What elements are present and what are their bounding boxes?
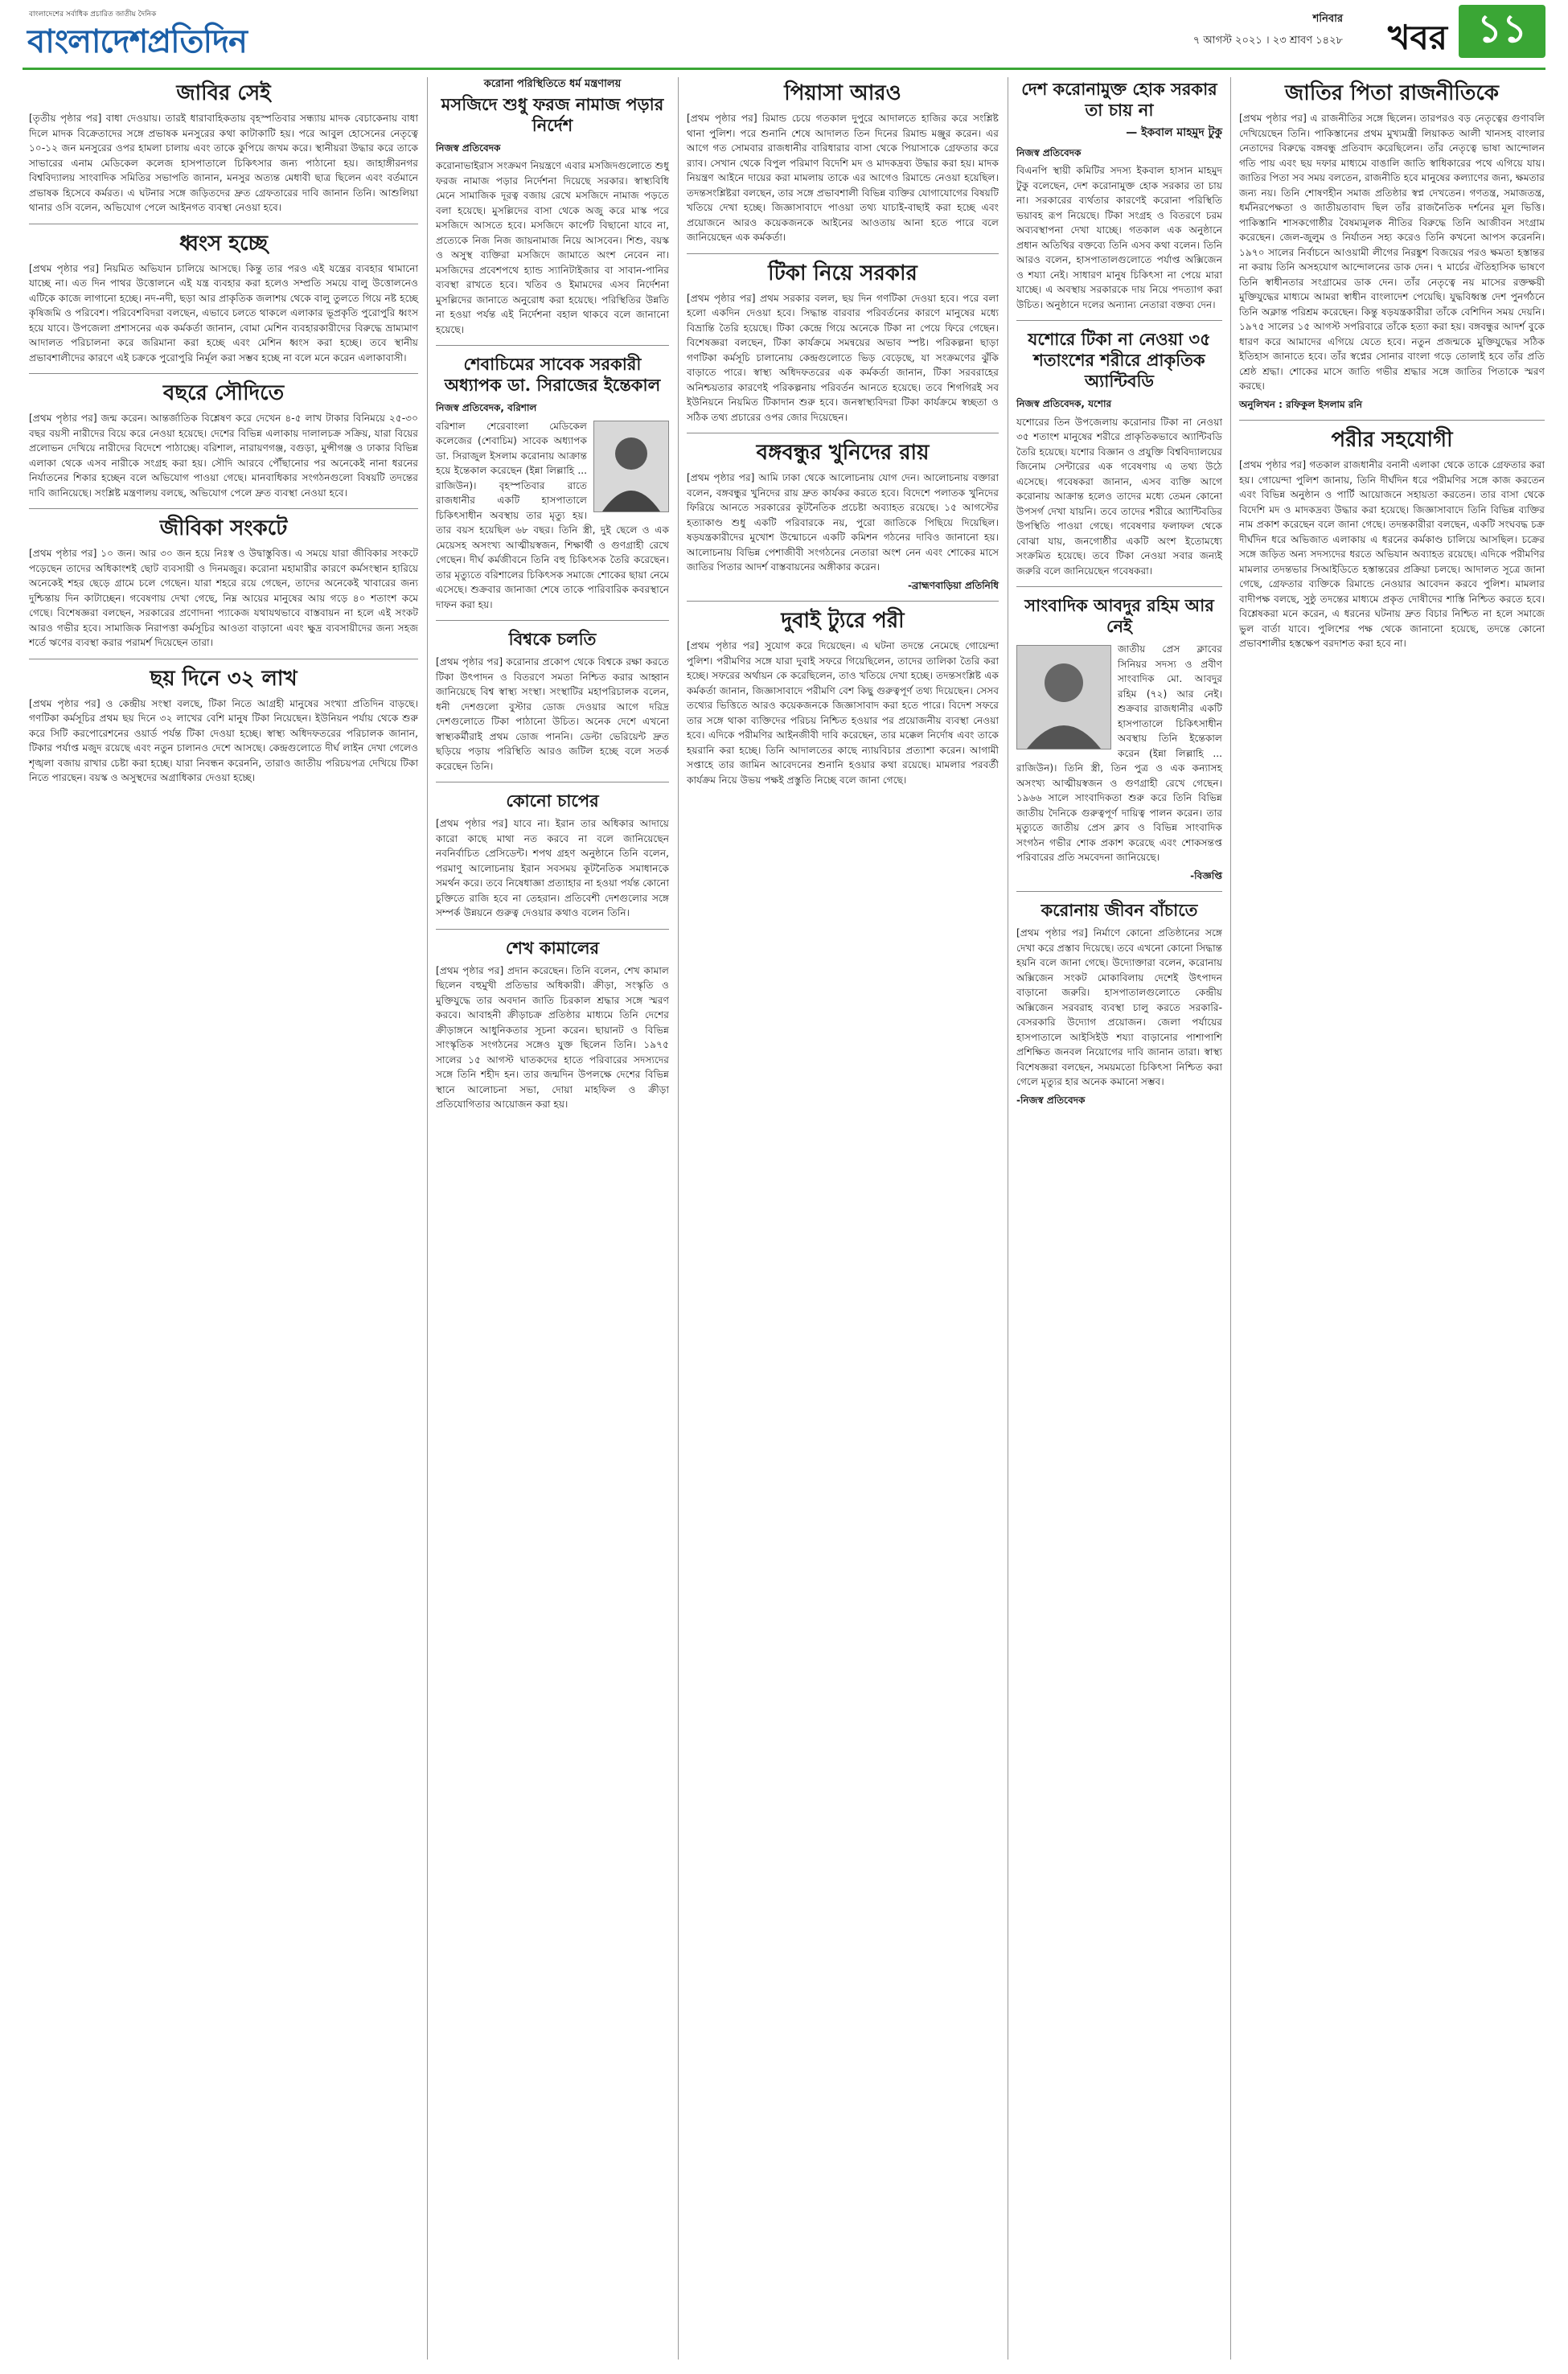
header-rule (23, 68, 1545, 70)
divider (436, 345, 669, 346)
headline[interactable]: জাবির সেই (176, 81, 271, 105)
divider (687, 601, 999, 602)
portrait-photo (593, 421, 669, 512)
headline[interactable]: বিশ্বকে চলতি (508, 629, 597, 649)
signature: -নিজস্ব প্রতিবেদক (1016, 1094, 1086, 1106)
signature: -ব্রাহ্মণবাড়িয়া প্রতিনিধি (907, 579, 999, 591)
byline: নিজস্ব প্রতিবেদক (1016, 146, 1082, 158)
headline[interactable]: করোনায় জীবন বাঁচাতে (1041, 900, 1198, 920)
story-body: [প্রথম পৃষ্ঠার পর] নির্মাণে কোনো প্রতিষ্ঠানের সঙ্গে দেখা করে প্রস্তাব দিয়েছে। তবে এখনো কোনো সিদ্ধান্ত হয়নি বলে জানা গেছে। উদ্যোক্তারা বলেন, করোনায় অক্সিজেন সংকট মোকাবিলায় দেশেই উৎপাদন বাড়ানো জরুরি। হাসপাতালগুলোতে কেন্দ্রীয় অক্সিজেন সরবরাহ ব্যবস্থা চালু করতে সরকারি-বেসরকারি উদ্যোগ প্রয়োজন। জেলা পর্যায়ের হাসপাতালে আইসিইউ শয্যা বাড়ানোর পাশাপাশি প্রশিক্ষিত জনবল নিয়োগের দাবি জানান তারা। স্বাস্থ্য বিশেষজ্ঞরা বলছেন, সময়মতো চিকিৎসা নিশ্চিত করা গেলে মৃত্যুর হার অনেক কমানো সম্ভব। (1016, 927, 1222, 1087)
story-body: [প্রথম পৃষ্ঠার পর] রিমান্ড চেয়ে গতকাল দুপুরে আদালতে হাজির করে সংশ্লিষ্ট থানা পুলিশ। পরে শুনানি শেষে আদালত তিন দিনের রিমান্ড মঞ্জুর করেন। এর আগে গত সোমবার রাজধানীর বারিধারার বাসা থেকে পিয়াসাকে গ্রেফতার করে র‌্যাব। সেখান থেকে বিপুল পরিমাণ বিদেশি মদ ও মাদকদ্রব্য উদ্ধার করা হয়। মাদক নিয়ন্ত্রণ আইনে দায়ের করা মামলায় তাকে এর আগেও রিমান্ডে নেওয়া হয়েছিল। তদন্তসংশ্লিষ্টরা বলছেন, তার সঙ্গে প্রভাবশালী বিভিন্ন ব্যক্তির যোগাযোগের বিষয়টি খতিয়ে দেখা হচ্ছে। জিজ্ঞাসাবাদে পাওয়া তথ্য যাচাই-বাছাই করা হচ্ছে এবং প্রয়োজনে আরও কয়েকজনকে আইনের আওতায় আনা হতে পারে বলে জানিয়েছেন এক কর্মকর্তা। (687, 113, 999, 243)
byline: নিজস্ব প্রতিবেদক, যশোর (1016, 398, 1112, 409)
day-label: শনিবার (1312, 13, 1343, 25)
story-tika (687, 261, 999, 425)
headline[interactable]: শেবাচিমের সাবেক সরকারী অধ্যাপক ডা. সিরাজের ইন্তেকাল (444, 354, 661, 395)
story-body: [প্রথম পৃষ্ঠার পর] প্রথম সরকার বলল, ছয় দিন গণটিকা দেওয়া হবে। পরে বলা হলো একদিন দেওয়া হবে। সিদ্ধান্ত বারবার পরিবর্তনের কারণে মানুষের মধ্যে বিভ্রান্তি তৈরি হয়েছে। টিকা কেন্দ্রে গিয়ে অনেকে টিকা না পেয়ে ফিরে গেছেন। বিশেষজ্ঞরা বলছেন, টিকা কার্যক্রমে সমন্বয়ের অভাব স্পষ্ট। পরিকল্পনা ছাড়া গণটিকা কর্মসূচি চালানোয় কেন্দ্রগুলোতে ভিড় বেড়েছে, যা সংক্রমণের ঝুঁকি বাড়াতে পারে। স্বাস্থ্য অধিদফতরের এক কর্মকর্তা জানান, টিকা সরবরাহের অনিশ্চয়তার কারণেই পরিকল্পনায় পরিবর্তন আনতে হয়েছে। তবে শিগগিরই সব ইউনিয়নে নিয়মিত টিকাদান শুরু হবে। জনস্বাস্থ্যবিদরা টিকা কার্যক্রমে স্বচ্ছতা ও সঠিক তথ্য প্রচারের ওপর জোর দিয়েছেন। (687, 292, 999, 423)
story-oxygen (1016, 900, 1222, 1107)
headline[interactable]: ধ্বংস হচ্ছে (179, 231, 269, 256)
story-body: [প্রথম পৃষ্ঠার পর] ও কেন্দ্রীয় সংস্থা বলছে, টিকা নিতে আগ্রহী মানুষের সংখ্যা প্রতিদিন বাড়ছে। গণটিকা কর্মসূচির প্রথম ছয় দিনে ৩২ লাখের বেশি মানুষ টিকা নিয়েছেন। ইউনিয়ন পর্যায় থেকে শুরু করে সিটি করপোরেশনের ওয়ার্ড পর্যন্ত টিকা দেওয়া হচ্ছে। স্বাস্থ্য অধিদফতরের পরিচালক জানান, টিকার পর্যাপ্ত মজুদ রয়েছে এবং নতুন চালানও দেশে আসছে। কেন্দ্রগুলোতে দীর্ঘ লাইন দেখা গেলেও শৃঙ্খলা বজায় রাখার চেষ্টা করা হচ্ছে। যারা নিবন্ধন করেননি, তারাও জাতীয় পরিচয়পত্র দেখিয়ে টিকা নিতে পারছেন। বয়স্ক ও অসুস্থদের অগ্রাধিকার দেওয়া হচ্ছে। (29, 697, 418, 783)
headline[interactable]: পরীর সহযোগী (1331, 428, 1453, 452)
story-body: যশোরের তিন উপজেলায় করোনার টিকা না নেওয়া ৩৫ শতাংশ মানুষের শরীরে প্রাকৃতিকভাবে অ্যান্টিবডি তৈরি হয়েছে। যশোর বিজ্ঞান ও প্রযুক্তি বিশ্ববিদ্যালয়ের জিনোম সেন্টারের এক গবেষণায় এ তথ্য উঠে এসেছে। গবেষকরা জানান, এসব ব্যক্তি আগে করোনায় আক্রান্ত হলেও তাদের মধ্যে তেমন কোনো উপসর্গ দেখা যায়নি। তবে তাদের শরীরে অ্যান্টিবডির উপস্থিতি পাওয়া গেছে। গবেষণার ফলাফল থেকে বোঝা যায়, জনগোষ্ঠীর একটি অংশ ইতোমধ্যে সংক্রমিত হয়েছে। তবে টিকা নেওয়া সবার জন্যই জরুরি বলে জানিয়েছেন গবেষকরা। (1016, 416, 1222, 577)
divider (1016, 891, 1222, 892)
person-silhouette-icon (594, 421, 668, 511)
divider (29, 373, 418, 374)
story-body: [প্রথম পৃষ্ঠার পর] প্রদান করেছেন। তিনি বলেন, শেখ কামাল ছিলেন বহুমুখী প্রতিভার অধিকারী। ক্রীড়া, সংস্কৃতি ও মুক্তিযুদ্ধে তার অবদান জাতি চিরকাল শ্রদ্ধার সঙ্গে স্মরণ করবে। আবাহনী ক্রীড়াচক্র প্রতিষ্ঠার মাধ্যমে তিনি দেশের ক্রীড়াঙ্গনে আধুনিকতার সূচনা করেন। ছায়ানট ও বিভিন্ন সাংস্কৃতিক সংগঠনের সঙ্গেও যুক্ত ছিলেন তিনি। ১৯৭৫ সালের ১৫ আগস্ট ঘাতকদের হাতে পরিবারের সদস্যদের সঙ্গে তিনি শহীদ হন। তার জন্মদিন উপলক্ষে দেশের বিভিন্ন স্থানে আলোচনা সভা, দোয়া মাহফিল ও ক্রীড়া প্রতিযোগিতার আয়োজন করা হয়। (436, 964, 669, 1110)
story-jessore-antibody (1016, 329, 1222, 578)
newspaper-logo[interactable] (27, 16, 247, 70)
story-body: [প্রথম পৃষ্ঠার পর] ১০ জন। আর ৩০ জন হয়ে নিঃস্ব ও উদ্বাস্তুবিত্ত। এ সময়ে যারা জীবিকার সংকটে পড়েছেন তাদের অধিকাংশই ছোট ব্যবসায়ী ও দিনমজুর। করোনা মহামারীর কারণে কর্মসংস্থান হারিয়ে অনেকেই শহর ছেড়ে গ্রামে চলে গেছেন। যারা শহরে রয়ে গেছেন, তাদের অনেকেই খাবারের জন্য দুশ্চিন্তায় দিন কাটাচ্ছেন। গবেষণায় দেখা গেছে, নিম্ন আয়ের মানুষের আয় গড়ে ৪০ শতাংশ কমে গেছে। বিশেষজ্ঞরা বলছেন, সরকারের প্রণোদনা প্যাকেজ যথাযথভাবে বাস্তবায়ন না হলে এই সংকট আরও গভীর হবে। সামাজিক নিরাপত্তা কর্মসূচির আওতা বাড়ানো এবং ক্ষুদ্র ব্যবসায়ীদের জন্য সহজ শর্তে ঋণের ব্যবস্থা করার পরামর্শ দিয়েছেন তারা। (29, 548, 418, 648)
headline[interactable]: জীবিকা সংকটে (159, 516, 288, 540)
kicker: করোনা পরিস্থিতিতে ধর্ম মন্ত্রণালয় (483, 78, 622, 90)
byline: নিজস্ব প্রতিবেদক, বরিশাল (436, 402, 537, 413)
headline[interactable]: পিয়াসা আরও (784, 81, 901, 105)
page-number: ১১ (1459, 5, 1545, 58)
date-label: ৭ আগস্ট ২০২১ । ২৩ শ্রাবণ ১৪২৮ (1192, 35, 1343, 47)
column-divider (427, 77, 428, 2360)
story-chaper (436, 791, 669, 921)
story-father-of-nation (1239, 80, 1545, 412)
headline[interactable]: বঙ্গবন্ধুর খুনিদের রায় (756, 441, 930, 465)
divider (687, 253, 999, 254)
column-5 (1239, 77, 1545, 659)
divider (1016, 586, 1222, 587)
headline[interactable]: বছরে সৌদিতে (162, 381, 285, 405)
section-title: খবর (1387, 18, 1447, 57)
story-body: [প্রথম পৃষ্ঠার পর] জন্ম করেন। আন্তর্জাতিক বিশ্লেষণ করে দেখেন ৪-৫ লাখ টাকার বিনিময়ে ২৫-৩০ বছর বয়সী নারীদের বিয়ে করে নেওয়া হয়েছে। দেশের বিভিন্ন এলাকায় দালালচক্র সক্রিয়, যারা বিয়ের প্রলোভন দেখিয়ে নারীদের বিদেশে পাঠাচ্ছে। বরিশাল, নারায়ণগঞ্জ, বগুড়া, মুন্সীগঞ্জ ও ঢাকার বিভিন্ন এলাকা থেকে এসব নারীকে সংগ্রহ করা হয়। সৌদি আরবে পৌঁছানোর পর অনেকেই নানা ধরনের নির্যাতনের শিকার হচ্ছেন বলে অভিযোগ পাওয়া গেছে। মানবাধিকার সংগঠনগুলো বিষয়টি তদন্তের দাবি জানিয়েছে। সংশ্লিষ্ট মন্ত্রণালয় বলছে, অভিযোগ পেলে দ্রুত ব্যবস্থা নেওয়া হবে। (29, 413, 418, 499)
story-body: [প্রথম পৃষ্ঠার পর] নিয়মিত অভিযান চালিয়ে আসছে। কিন্তু তার পরও এই যন্ত্রের ব্যবহার থামানো যাচ্ছে না। এত দিন পাথর উত্তোলনে এই যন্ত্র ব্যবহার করা হলেও সম্প্রতি সময়ে বালু উত্তোলনেও এটিকে কাজে লাগানো হচ্ছে। নদ-নদী, ছড়া আর প্রাকৃতিক জলাশয় থেকে বালু তুলতে গিয়ে নষ্ট হচ্ছে কৃষিজমি ও পরিবেশ। পরিবেশবিদরা বলছেন, এভাবে চলতে থাকলে এলাকার ভূপ্রকৃতি পুরোপুরি ধ্বংস হয়ে যাবে। উপজেলা প্রশাসনের এক কর্মকর্তা জানান, বোমা মেশিন ব্যবহারকারীদের বিরুদ্ধে ভ্রাম্যমাণ আদালত পরিচালনা করে জরিমানা করা হচ্ছে এবং মেশিন ধ্বংস করা হচ্ছে। তবে স্থানীয় প্রভাবশালীদের কারণে এই চক্রকে পুরোপুরি নির্মূল করা সম্ভব হচ্ছে না বলে মনে করেন এলাকাবাসী। (29, 262, 418, 363)
story-dubai (687, 608, 999, 787)
headline[interactable]: দুবাই ট্যুরে পরী (781, 609, 905, 633)
story-mosque (436, 77, 669, 337)
story-abdur-rahim (1016, 595, 1222, 883)
column-3 (687, 77, 999, 795)
headline[interactable]: টিকা নিয়ে সরকার (768, 261, 917, 285)
headline[interactable]: সাংবাদিক আবদুর রহিম আর নেই (1024, 595, 1214, 636)
tagline: বাংলাদেশের সর্বাধিক প্রচারিত জাতীয় দৈনিক (29, 10, 157, 18)
story-body: [প্রথম পৃষ্ঠার পর] সুযোগ করে দিয়েছেন। এ ঘটনা তদন্তে নেমেছে গোয়েন্দা পুলিশ। পরীমণির সঙ্গে যারা দুবাই সফরে গিয়েছিলেন, তাদের তালিকা তৈরি করা হচ্ছে। সফরের অর্থায়ন কে করেছিলেন, তাও খতিয়ে দেখা হচ্ছে। তদন্তসংশ্লিষ্ট এক কর্মকর্তা জানান, জিজ্ঞাসাবাদে পরীমণি বেশ কিছু গুরুত্বপূর্ণ তথ্য দিয়েছেন। সেসব তথ্যের ভিত্তিতে আরও কয়েকজনকে জিজ্ঞাসাবাদ করা হতে পারে। বিদেশ সফরে তার সঙ্গে থাকা ব্যক্তিদের পরিচয় নিশ্চিত হওয়ার পর প্রয়োজনীয় ব্যবস্থা নেওয়া হবে। এদিকে পরীমণির আইনজীবী দাবি করেছেন, তার মক্কেল নির্দোষ এবং তাকে হয়রানি করা হচ্ছে। তিনি আদালতের কাছে ন্যায়বিচার প্রত্যাশা করেন। আগামী সপ্তাহে তার জামিন আবেদনের শুনানি হওয়ার কথা রয়েছে। মামলার পরবর্তী কার্যক্রম নিয়ে উভয় পক্ষই প্রস্তুতি নিচ্ছে বলে জানা গেছে। (687, 640, 999, 786)
headline[interactable]: যশোরে টিকা না নেওয়া ৩৫ শতাংশের শরীরে প্রাকৃতিক অ্যান্টিবডি (1028, 329, 1211, 391)
story-shebachim (436, 354, 669, 612)
column-1 (29, 77, 418, 794)
column-2 (436, 77, 669, 1120)
divider (436, 620, 669, 621)
date-block (1193, 11, 1343, 50)
logo-accent: প্রতিদিন (147, 23, 247, 60)
story-jabi (29, 80, 418, 216)
signature: -বিজ্ঞপ্তি (1190, 869, 1222, 881)
story-body: [প্রথম পৃষ্ঠার পর] আমি ঢাকা থেকে আলোচনায় যোগ দেন। আলোচনায় বক্তারা বলেন, বঙ্গবন্ধুর খুনিদের রায় দ্রুত কার্যকর করতে হবে। বিদেশে পলাতক খুনিদের ফিরিয়ে আনতে সরকারের কূটনৈতিক প্রচেষ্টা অব্যাহত রয়েছে। ১৫ আগস্টের হত্যাকাণ্ড শুধু একটি পরিবারকে নয়, পুরো জাতিকে পিছিয়ে দিয়েছিল। ষড়যন্ত্রকারীদের মুখোশ উন্মোচনে একটি কমিশন গঠনের দাবিও জানানো হয়। আলোচনায় বিভিন্ন পেশাজীবী সংগঠনের নেতারা অংশ নেন এবং শোকের মাসে জাতির পিতার আদর্শ বাস্তবায়নের অঙ্গীকার করেন। (687, 472, 999, 573)
column-divider (1230, 77, 1231, 2360)
headline[interactable]: কোনো চাপের (506, 791, 599, 811)
headline[interactable]: দেশ করোনামুক্ত হোক সরকার তা চায় না (1021, 79, 1217, 120)
byline: নিজস্ব প্রতিবেদক (436, 142, 501, 154)
headline[interactable]: জাতির পিতা রাজনীতিকে (1285, 81, 1499, 105)
masthead (0, 0, 1568, 66)
person-silhouette-icon (1017, 646, 1110, 749)
headline[interactable]: ছয় দিনে ৩২ লাখ (150, 666, 298, 691)
column-4 (1016, 77, 1222, 1115)
story-body: করোনাভাইরাস সংক্রমণ নিয়ন্ত্রণে এবার মসজিদগুলোতে শুধু ফরজ নামাজ পড়ার নির্দেশনা দিয়েছে সরকার। স্বাস্থ্যবিধি মেনে সামাজিক দূরত্ব বজায় রেখে মসজিদে নামাজ পড়তে বলা হয়েছে। মুসল্লিদের বাসা থেকে অজু করে মাস্ক পরে মসজিদে আসতে হবে। মসজিদে কার্পেট বিছানো যাবে না, প্রত্যেকে নিজ নিজ জায়নামাজ নিয়ে আসবেন। শিশু, বয়স্ক ও অসুস্থ ব্যক্তিরা মসজিদে জামাতে অংশ নেবেন না। মসজিদের প্রবেশপথে হ্যান্ড স্যানিটাইজার বা সাবান-পানির ব্যবস্থা রাখতে হবে। খতিব ও ইমামদের এসব নির্দেশনা মুসল্লিদের জানাতে অনুরোধ করা হয়েছে। পরিস্থিতির উন্নতি না হওয়া পর্যন্ত এই নির্দেশনা বহাল থাকবে বলে জানানো হয়েছে। (436, 160, 669, 335)
story-body: [প্রথম পৃষ্ঠার পর] যাবে না। ইরান তার অধিকার আদায়ে কারো কাছে মাথা নত করবে না বলে জানিয়েছেন নবনির্বাচিত প্রেসিডেন্ট। শপথ গ্রহণ অনুষ্ঠানে তিনি বলেন, পরমাণু আলোচনায় ইরান সবসময় কূটনৈতিক সমাধানকে সমর্থন করে। তবে নিষেধাজ্ঞা প্রত্যাহার না হওয়া পর্যন্ত কোনো চুক্তিতে রাজি হবে না তেহরান। প্রতিবেশী দেশগুলোর সঙ্গে সম্পর্ক উন্নয়নে গুরুত্ব দেওয়ার কথাও বলেন তিনি। (436, 818, 669, 918)
story-bangabandhu-verdict (687, 440, 999, 593)
story-tuku (1016, 79, 1222, 312)
story-body: বিএনপি স্থায়ী কমিটির সদস্য ইকবাল হাসান মাহমুদ টুকু বলেছেন, দেশ করোনামুক্ত হোক সরকার তা চায় না। সরকারের ব্যর্থতার কারণেই করোনা পরিস্থিতি ভয়াবহ রূপ নিয়েছে। টিকা সংগ্রহ ও বিতরণে চরম অব্যবস্থাপনা দেখা যাচ্ছে। গতকাল এক অনুষ্ঠানে প্রধান অতিথির বক্তব্যে তিনি এসব কথা বলেন। তিনি আরও বলেন, হাসপাতালগুলোতে পর্যাপ্ত অক্সিজেন ও শয্যা নেই। সাধারণ মানুষ চিকিৎসা না পেয়ে মারা যাচ্ছে। এ অবস্থায় সরকারকে দায় নিয়ে পদত্যাগ করা উচিত। অনুষ্ঠানে দলের অন্যান্য নেতারা বক্তব্য দেন। (1016, 165, 1222, 310)
quote-attribution: — ইকবাল মাহমুদ টুকু (1126, 126, 1222, 139)
story-pori-accomplice (1239, 427, 1545, 651)
story-body: বরিশাল শেরেবাংলা মেডিকেল কলেজের (শেবাচিম) সাবেক অধ্যাপক ডা. সিরাজুল ইসলাম করোনায় আক্রান্ত হয়ে ইন্তেকাল করেছেন (ইন্না লিল্লাহি ... রাজিউন)। বৃহস্পতিবার রাতে রাজধানীর একটি হাসপাতালে চিকিৎসাধীন অবস্থায় তার মৃত্যু হয়। তার বয়স হয়েছিল ৬৮ বছর। তিনি স্ত্রী, দুই ছেলে ও এক মেয়েসহ অসংখ্য আত্মীয়স্বজন, শিক্ষার্থী ও গুণগ্রাহী রেখে গেছেন। দীর্ঘ কর্মজীবনে তিনি বহু চিকিৎসক তৈরি করেছেন। তার মৃত্যুতে বরিশালের চিকিৎসক সমাজে শোকের ছায়া নেমে এসেছে। শুক্রবার জানাজা শেষে তাকে পারিবারিক কবরস্থানে দাফন করা হয়। (436, 420, 669, 610)
divider (1239, 420, 1545, 421)
headline[interactable]: শেখ কামালের (505, 937, 600, 958)
story-body: [তৃতীয় পৃষ্ঠার পর] বাধা দেওয়ায়। তারই ধারাবাহিকতায় বৃহস্পতিবার সন্ধ্যায় মাদক বেচাকেনায় বাধা দিলে মাদক বিক্রেতাদের সঙ্গে প্রভাষক মনসুরের কথা কাটাকাটি হয়। পরে আবুল হোসেনের নেতৃত্বে ১০-১২ জন মনসুরের ওপর হামলা চালায় এবং তাকে কুপিয়ে জখম করে। স্থানীয়রা উদ্ধার করে তাকে সাভারের এনাম মেডিকেল কলেজ হাসপাতালে চিকিৎসার জন্য পাঠানো হয়। জাহাঙ্গীরনগর বিশ্ববিদ্যালয় সাংবাদিক সমিতির সভাপতি জানান, মনসুর অত্যন্ত মেধাবী ছাত্র ছিলেন এবং বর্তমানে প্রভাষক হিসেবে কর্মরত। এ ঘটনার সঙ্গে জড়িতদের দ্রুত গ্রেফতারের দাবি জানান তিনি। আশুলিয়া থানার ওসি বলেন, অভিযোগ পেলে আইনগত ব্যবস্থা নেওয়া হবে। (29, 113, 418, 213)
story-body: [প্রথম পৃষ্ঠার পর] করোনার প্রকোপ থেকে বিশ্বকে রক্ষা করতে টিকা উৎপাদন ও বিতরণে সমতা নিশ্চিত করার আহ্বান জানিয়েছে বিশ্ব স্বাস্থ্য সংস্থা। সংস্থাটির মহাপরিচালক বলেন, ধনী দেশগুলো বুস্টার ডোজ দেওয়ার আগে দরিদ্র দেশগুলোতে টিকা পাঠানো উচিত। অনেক দেশে এখনো স্বাস্থ্যকর্মীরাই প্রথম ডোজ পাননি। ডেল্টা ভেরিয়েন্ট দ্রুত ছড়িয়ে পড়ায় পরিস্থিতি আরও জটিল হচ্ছে বলে সতর্ক করেছেন তিনি। (436, 656, 669, 772)
story-dhongsho (29, 231, 418, 366)
story-choy-dine (29, 666, 418, 786)
divider (436, 929, 669, 930)
story-body: জাতীয় প্রেস ক্লাবের সিনিয়র সদস্য ও প্রবীণ সাংবাদিক মো. আবদুর রহিম (৭২) আর নেই। শুক্রবার রাজধানীর একটি হাসপাতালে চিকিৎসাধীন অবস্থায় তিনি ইন্তেকাল করেন (ইন্না লিল্লাহি ... রাজিউন)। তিনি স্ত্রী, তিন পুত্র ও এক কন্যাসহ অসংখ্য আত্মীয়স্বজন ও গুণগ্রাহী রেখে গেছেন। ১৯৬৬ সালে সাংবাদিকতা শুরু করে তিনি বিভিন্ন জাতীয় দৈনিকে গুরুত্বপূর্ণ দায়িত্ব পালন করেন। তার মৃত্যুতে জাতীয় প্রেস ক্লাব ও বিভিন্ন সাংবাদিক সংগঠন গভীর শোক প্রকাশ করেছে এবং শোকসন্তপ্ত পরিবারের প্রতি সমবেদনা জানিয়েছে। (1016, 643, 1222, 863)
column-divider (678, 77, 679, 2360)
logo-main: বাংলাদেশ (27, 23, 148, 60)
portrait-photo (1016, 645, 1111, 750)
story-sheikh-kamal (436, 938, 669, 1112)
signature: অনুলিখন : রফিকুল ইসলাম রনি (1239, 398, 1363, 410)
divider (1016, 320, 1222, 321)
story-bishwa (436, 629, 669, 774)
divider (29, 508, 418, 509)
headline[interactable]: মসজিদে শুধু ফরজ নামাজ পড়ার নির্দেশ (441, 93, 664, 135)
story-saudi (29, 380, 418, 500)
story-body: [প্রথম পৃষ্ঠার পর] এ রাজনীতির সঙ্গে ছিলেন। তারপরও বড় নেতৃত্বের গুণাবলি দেখিয়েছেন তিনি। পাকিস্তানের প্রথম মুখ্যমন্ত্রী লিয়াকত আলী খানসহ বাংলার নেতাদের বিরুদ্ধে বঙ্গবন্ধু প্রতিবাদ করেছিলেন। তাঁর নেতৃত্বে ভাষা আন্দোলন গতি পায় এবং ছয় দফার মাধ্যমে বাঙালি জাতি স্বাধিকারের পথে এগিয়ে যায়। জাতির পিতা সব সময় বলতেন, রাজনীতি হবে মানুষের কল্যাণের জন্য, ক্ষমতার জন্য নয়। তিনি শোষণহীন সমাজ প্রতিষ্ঠার স্বপ্ন দেখতেন। গণতন্ত্র, সমাজতন্ত্র, ধর্মনিরপেক্ষতা ও জাতীয়তাবাদ ছিল তাঁর রাজনৈতিক দর্শনের মূল ভিত্তি। পাকিস্তানি শাসকগোষ্ঠীর বৈষম্যমূলক নীতির বিরুদ্ধে তিনি আজীবন সংগ্রাম করেছেন। জেল-জুলুম ও নির্যাতন সহ্য করেও তিনি কখনো আপস করেননি। ১৯৭০ সালের নির্বাচনে আওয়ামী লীগের নিরঙ্কুশ বিজয়ের পরও ক্ষমতা হস্তান্তর না করায় তিনি অসহযোগ আন্দোলনের ডাক দেন। ৭ মার্চের ঐতিহাসিক ভাষণে তিনি স্বাধীনতার সংগ্রামের ডাক দেন। তাঁর নেতৃত্বে নয় মাসের রক্তক্ষয়ী মুক্তিযুদ্ধের মাধ্যমে আমরা স্বাধীন বাংলাদেশ পেয়েছি। যুদ্ধবিধ্বস্ত দেশ পুনর্গঠনে তিনি অক্লান্ত পরিশ্রম করেছেন। কিন্তু ষড়যন্ত্রকারীরা তাঁকে বেশিদিন সময় দেয়নি। ১৯৭৫ সালের ১৫ আগস্ট সপরিবারে তাঁকে হত্যা করা হয়। বঙ্গবন্ধুর আদর্শ বুকে ধারণ করে আমাদের এগিয়ে যেতে হবে। নতুন প্রজন্মকে মুক্তিযুদ্ধের সঠিক ইতিহাস জানাতে হবে। তাঁর স্বপ্নের সোনার বাংলা গড়ে তোলাই হবে তাঁর প্রতি শ্রেষ্ঠ শ্রদ্ধা। শোকের মাসে জাতি গভীর শ্রদ্ধার সঙ্গে জাতির পিতাকে স্মরণ করছে। (1239, 113, 1545, 392)
story-piasa (687, 80, 999, 245)
story-jibika (29, 515, 418, 651)
story-body: [প্রথম পৃষ্ঠার পর] গতকাল রাজধানীর বনানী এলাকা থেকে তাকে গ্রেফতার করা হয়। গোয়েন্দা পুলিশ জানায়, তিনি দীর্ঘদিন ধরে পরীমণির সঙ্গে কাজ করতেন এবং বিভিন্ন অনুষ্ঠান ও পার্টি আয়োজনে সহায়তা করতেন। তার বাসা থেকে বিদেশি মদ ও মাদকদ্রব্য উদ্ধার করা হয়েছে। জিজ্ঞাসাবাদে তিনি বিভিন্ন ব্যক্তির নাম প্রকাশ করেছেন বলে জানা গেছে। তদন্তকারীরা বলছেন, একটি সংঘবদ্ধ চক্র দীর্ঘদিন ধরে অভিজাত এলাকায় এ ধরনের কর্মকাণ্ড চালিয়ে আসছিল। চক্রের সঙ্গে জড়িত অন্য সদস্যদের ধরতে অভিযান অব্যাহত রয়েছে। এদিকে পরীমণির মামলার তদন্তভার সিআইডিতে হস্তান্তরের প্রক্রিয়া চলছে। আদালত সূত্রে জানা গেছে, গ্রেফতার ব্যক্তিকে রিমান্ডে নেওয়ার আবেদন করবে পুলিশ। মামলার বাদীপক্ষ বলছে, সুষ্ঠু তদন্তের মাধ্যমে প্রকৃত দোষীদের শাস্তি নিশ্চিত করতে হবে। বিশ্লেষকরা মনে করেন, এ ধরনের ঘটনায় দ্রুত বিচার নিশ্চিত না হলে সমাজে ভুল বার্তা যাবে। পুলিশের পক্ষ থেকে জানানো হয়েছে, তদন্তে কোনো প্রভাবশালীর হস্তক্ষেপ বরদাশত করা হবে না। (1239, 459, 1545, 649)
